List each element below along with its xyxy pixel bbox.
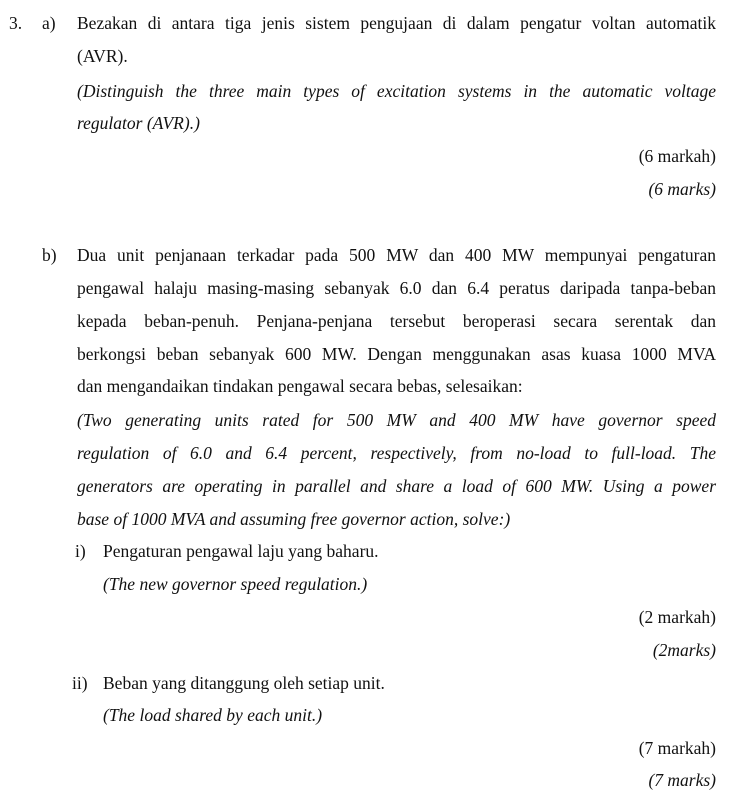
- part-b-malay-line: Dua unit penjanaan terkadar pada 500 MW dan 400 MW mempunyai pengaturan: [77, 245, 716, 265]
- sub-ii-english: (The load shared by each unit.): [103, 705, 323, 725]
- part-a-english-line1: (Distinguish the three main types of excitation systems in the automatic voltage: [77, 81, 716, 101]
- sub-i-marks-malay: (2 markah): [638, 607, 716, 627]
- sub-i-english: (The new governor speed regulation.): [103, 574, 368, 594]
- part-a-label: a): [42, 13, 56, 33]
- part-b-english-line: base of 1000 MVA and assuming free governor action, solve:): [77, 509, 511, 529]
- part-b-english-line: generators are operating in parallel and share a load of 600 MW. Using a power: [77, 476, 716, 496]
- part-b-malay-line: kepada beban-penuh. Penjana-penjana tersebut beroperasi secara serentak dan: [77, 311, 716, 331]
- part-a-marks-english: (6 marks): [648, 179, 716, 199]
- part-b-english-line: (Two generating units rated for 500 MW and 400 MW have governor speed: [77, 410, 716, 430]
- question-number: 3.: [9, 13, 23, 33]
- part-a-english-line2: regulator (AVR).): [77, 113, 200, 133]
- part-a-marks-malay: (6 markah): [638, 146, 716, 166]
- part-a-malay-line2: (AVR).: [77, 46, 128, 66]
- sub-ii-marks-english: (7 marks): [648, 770, 716, 790]
- part-b-malay-line: pengawal halaju masing-masing sebanyak 6.0 dan 6.4 peratus daripada tanpa-beban: [77, 278, 716, 298]
- part-a-malay-line1: Bezakan di antara tiga jenis sistem pengujaan di dalam pengatur voltan automatik: [77, 13, 716, 33]
- part-b-english-line: regulation of 6.0 and 6.4 percent, respectively, from no-load to full-load. The: [77, 443, 716, 463]
- part-b-label: b): [42, 245, 57, 265]
- sub-ii-marks-malay: (7 markah): [638, 738, 716, 758]
- sub-i-label: i): [75, 541, 86, 561]
- sub-i-marks-english: (2marks): [652, 640, 716, 660]
- sub-ii-label: ii): [72, 673, 88, 693]
- part-b-malay-line: berkongsi beban sebanyak 600 MW. Dengan menggunakan asas kuasa 1000 MVA: [77, 344, 716, 364]
- part-b-malay-line: dan mengandaikan tindakan pengawal secara bebas, selesaikan:: [77, 376, 523, 396]
- sub-ii-malay: Beban yang ditanggung oleh setiap unit.: [103, 673, 385, 693]
- sub-i-malay: Pengaturan pengawal laju yang baharu.: [103, 541, 379, 561]
